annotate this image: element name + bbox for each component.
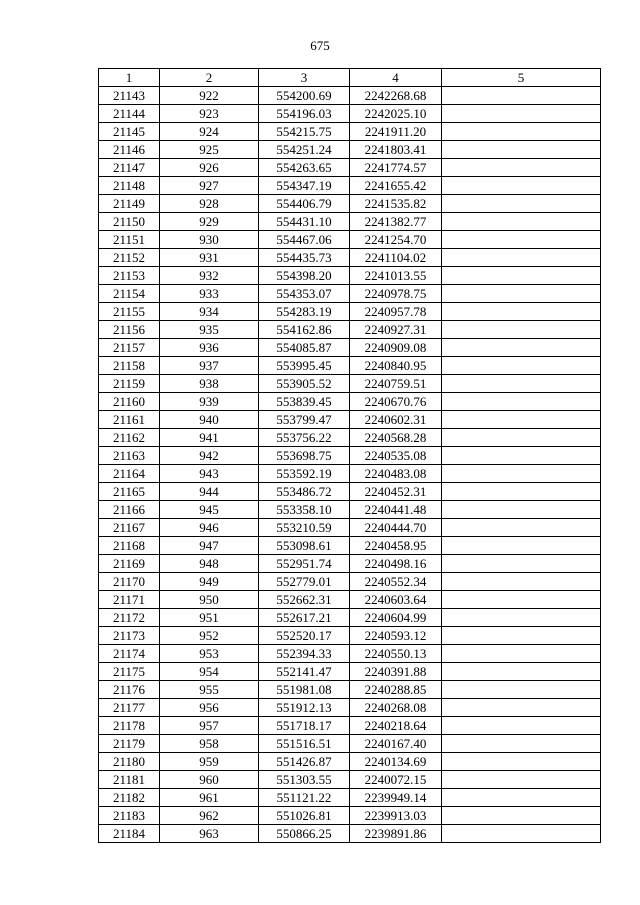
table-cell: 21172 bbox=[99, 609, 160, 627]
table-row bbox=[99, 429, 601, 447]
table-cell: 923 bbox=[160, 105, 259, 123]
table-cell: 929 bbox=[160, 213, 259, 231]
table-cell: 554196.03 bbox=[259, 105, 350, 123]
table-cell: 2240759.51 bbox=[350, 375, 442, 393]
table-cell: 2240441.48 bbox=[350, 501, 442, 519]
table-cell: 2241535.82 bbox=[350, 195, 442, 213]
table-cell bbox=[442, 177, 601, 195]
table-cell bbox=[442, 411, 601, 429]
table-cell: 2240498.16 bbox=[350, 555, 442, 573]
table-cell bbox=[442, 735, 601, 753]
table-cell bbox=[442, 267, 601, 285]
table-cell: 925 bbox=[160, 141, 259, 159]
table-cell: 21179 bbox=[99, 735, 160, 753]
table-cell: 2240957.78 bbox=[350, 303, 442, 321]
table-cell bbox=[442, 501, 601, 519]
table-cell: 2240218.64 bbox=[350, 717, 442, 735]
table-cell: 21167 bbox=[99, 519, 160, 537]
table-row bbox=[99, 411, 601, 429]
table-cell: 2241911.20 bbox=[350, 123, 442, 141]
table-cell: 21168 bbox=[99, 537, 160, 555]
table-cell: 553756.22 bbox=[259, 429, 350, 447]
table-cell bbox=[442, 87, 601, 105]
table-cell: 553839.45 bbox=[259, 393, 350, 411]
table-cell: 554263.65 bbox=[259, 159, 350, 177]
table-cell: 21183 bbox=[99, 807, 160, 825]
table-cell bbox=[442, 807, 601, 825]
table-cell: 21160 bbox=[99, 393, 160, 411]
table-row bbox=[99, 501, 601, 519]
table-cell bbox=[442, 771, 601, 789]
table-cell: 2239913.03 bbox=[350, 807, 442, 825]
table-cell: 2241655.42 bbox=[350, 177, 442, 195]
table-cell: 552394.33 bbox=[259, 645, 350, 663]
table-cell bbox=[442, 321, 601, 339]
table-cell: 2240391.88 bbox=[350, 663, 442, 681]
table-cell: 2240458.95 bbox=[350, 537, 442, 555]
table-cell: 21181 bbox=[99, 771, 160, 789]
table-cell: 2240603.64 bbox=[350, 591, 442, 609]
table-cell: 21144 bbox=[99, 105, 160, 123]
table-cell: 21173 bbox=[99, 627, 160, 645]
table-cell: 552141.47 bbox=[259, 663, 350, 681]
table-cell: 554162.86 bbox=[259, 321, 350, 339]
table-cell: 21143 bbox=[99, 87, 160, 105]
table-cell: 2240909.08 bbox=[350, 339, 442, 357]
table-cell: 2240535.08 bbox=[350, 447, 442, 465]
table-cell: 2239891.86 bbox=[350, 825, 442, 843]
table-cell: 2239949.14 bbox=[350, 789, 442, 807]
table-cell: 553358.10 bbox=[259, 501, 350, 519]
table-cell: 958 bbox=[160, 735, 259, 753]
table-cell: 2240072.15 bbox=[350, 771, 442, 789]
table-cell: 21145 bbox=[99, 123, 160, 141]
table-row bbox=[99, 519, 601, 537]
table-cell: 21169 bbox=[99, 555, 160, 573]
table-row bbox=[99, 267, 601, 285]
table-row bbox=[99, 303, 601, 321]
table-row bbox=[99, 735, 601, 753]
table-row bbox=[99, 807, 601, 825]
table-cell: 2241774.57 bbox=[350, 159, 442, 177]
table-cell bbox=[442, 717, 601, 735]
table-cell: 926 bbox=[160, 159, 259, 177]
table-cell bbox=[442, 609, 601, 627]
table-cell: 924 bbox=[160, 123, 259, 141]
table-cell: 553799.47 bbox=[259, 411, 350, 429]
table-row bbox=[99, 321, 601, 339]
table-cell: 21155 bbox=[99, 303, 160, 321]
table-row bbox=[99, 447, 601, 465]
table-cell: 945 bbox=[160, 501, 259, 519]
table-cell: 949 bbox=[160, 573, 259, 591]
coordinates-table bbox=[98, 68, 601, 843]
table-row bbox=[99, 375, 601, 393]
table-cell: 2240134.69 bbox=[350, 753, 442, 771]
table-cell bbox=[442, 483, 601, 501]
table-cell: 21180 bbox=[99, 753, 160, 771]
table-cell: 551718.17 bbox=[259, 717, 350, 735]
table-cell: 2240670.76 bbox=[350, 393, 442, 411]
table-cell bbox=[442, 663, 601, 681]
table-row bbox=[99, 789, 601, 807]
table-cell: 553905.52 bbox=[259, 375, 350, 393]
table-cell bbox=[442, 699, 601, 717]
table-cell: 21184 bbox=[99, 825, 160, 843]
table-cell: 551121.22 bbox=[259, 789, 350, 807]
table-cell bbox=[442, 141, 601, 159]
table-cell: 932 bbox=[160, 267, 259, 285]
table-cell bbox=[442, 159, 601, 177]
table-cell: 931 bbox=[160, 249, 259, 267]
column-header: 4 bbox=[350, 69, 442, 87]
table-cell: 951 bbox=[160, 609, 259, 627]
table-row bbox=[99, 87, 601, 105]
table-row bbox=[99, 285, 601, 303]
table-cell: 21165 bbox=[99, 483, 160, 501]
table-cell: 2241382.77 bbox=[350, 213, 442, 231]
table-cell: 941 bbox=[160, 429, 259, 447]
table-cell bbox=[442, 303, 601, 321]
table-cell: 2240568.28 bbox=[350, 429, 442, 447]
table-row bbox=[99, 213, 601, 231]
table-row bbox=[99, 753, 601, 771]
table-cell: 961 bbox=[160, 789, 259, 807]
table-cell bbox=[442, 195, 601, 213]
table-cell: 963 bbox=[160, 825, 259, 843]
table-cell: 2240552.34 bbox=[350, 573, 442, 591]
table-row bbox=[99, 483, 601, 501]
table-cell: 2240288.85 bbox=[350, 681, 442, 699]
table-cell: 21154 bbox=[99, 285, 160, 303]
table-cell: 554406.79 bbox=[259, 195, 350, 213]
table-cell: 947 bbox=[160, 537, 259, 555]
table-cell: 554085.87 bbox=[259, 339, 350, 357]
table-cell: 21147 bbox=[99, 159, 160, 177]
table-cell: 553698.75 bbox=[259, 447, 350, 465]
table-cell: 942 bbox=[160, 447, 259, 465]
table-cell: 553098.61 bbox=[259, 537, 350, 555]
table-cell: 21170 bbox=[99, 573, 160, 591]
table-body bbox=[99, 87, 601, 843]
table-cell: 927 bbox=[160, 177, 259, 195]
table-row bbox=[99, 141, 601, 159]
table-row bbox=[99, 627, 601, 645]
table-cell: 957 bbox=[160, 717, 259, 735]
table-cell: 959 bbox=[160, 753, 259, 771]
table-cell: 922 bbox=[160, 87, 259, 105]
table-cell: 2240840.95 bbox=[350, 357, 442, 375]
table-cell: 2242268.68 bbox=[350, 87, 442, 105]
table-row bbox=[99, 249, 601, 267]
table-cell: 554398.20 bbox=[259, 267, 350, 285]
table-cell: 21161 bbox=[99, 411, 160, 429]
table-row bbox=[99, 663, 601, 681]
column-header: 1 bbox=[99, 69, 160, 87]
table-cell: 948 bbox=[160, 555, 259, 573]
table-header-row bbox=[99, 69, 601, 87]
table-cell: 21171 bbox=[99, 591, 160, 609]
page-number: 675 bbox=[310, 38, 330, 53]
table-cell bbox=[442, 537, 601, 555]
table-cell: 930 bbox=[160, 231, 259, 249]
table-cell: 928 bbox=[160, 195, 259, 213]
table-row bbox=[99, 717, 601, 735]
table-row bbox=[99, 465, 601, 483]
table-cell bbox=[442, 249, 601, 267]
table-cell: 21164 bbox=[99, 465, 160, 483]
table-cell: 553995.45 bbox=[259, 357, 350, 375]
table-cell: 21153 bbox=[99, 267, 160, 285]
table-cell: 937 bbox=[160, 357, 259, 375]
table-cell: 552617.21 bbox=[259, 609, 350, 627]
table-cell: 933 bbox=[160, 285, 259, 303]
table-row bbox=[99, 645, 601, 663]
table-cell: 2240978.75 bbox=[350, 285, 442, 303]
table-cell bbox=[442, 465, 601, 483]
table-cell bbox=[442, 105, 601, 123]
table-cell: 956 bbox=[160, 699, 259, 717]
table-cell bbox=[442, 447, 601, 465]
table-cell bbox=[442, 375, 601, 393]
table-row bbox=[99, 699, 601, 717]
table-row bbox=[99, 771, 601, 789]
table-cell: 21156 bbox=[99, 321, 160, 339]
table-row bbox=[99, 231, 601, 249]
table-cell: 551426.87 bbox=[259, 753, 350, 771]
table-cell: 2240268.08 bbox=[350, 699, 442, 717]
table-cell: 553592.19 bbox=[259, 465, 350, 483]
table-cell bbox=[442, 681, 601, 699]
column-header: 5 bbox=[442, 69, 601, 87]
table-cell: 554200.69 bbox=[259, 87, 350, 105]
table-cell: 2240167.40 bbox=[350, 735, 442, 753]
table-cell: 21151 bbox=[99, 231, 160, 249]
table-cell bbox=[442, 555, 601, 573]
table-cell: 554431.10 bbox=[259, 213, 350, 231]
table-cell: 554467.06 bbox=[259, 231, 350, 249]
table-cell: 2240452.31 bbox=[350, 483, 442, 501]
table-cell bbox=[442, 393, 601, 411]
table-cell: 954 bbox=[160, 663, 259, 681]
table-row bbox=[99, 123, 601, 141]
table-cell bbox=[442, 825, 601, 843]
table-cell: 21157 bbox=[99, 339, 160, 357]
table-cell: 21177 bbox=[99, 699, 160, 717]
table-row bbox=[99, 105, 601, 123]
table-cell: 550866.25 bbox=[259, 825, 350, 843]
table-cell bbox=[442, 123, 601, 141]
table-cell: 554215.75 bbox=[259, 123, 350, 141]
table-cell: 939 bbox=[160, 393, 259, 411]
table-cell: 21149 bbox=[99, 195, 160, 213]
table-cell: 953 bbox=[160, 645, 259, 663]
table-cell: 934 bbox=[160, 303, 259, 321]
table-cell: 943 bbox=[160, 465, 259, 483]
table-cell: 2240602.31 bbox=[350, 411, 442, 429]
table-cell: 21182 bbox=[99, 789, 160, 807]
table-cell: 936 bbox=[160, 339, 259, 357]
table-cell: 950 bbox=[160, 591, 259, 609]
table-row bbox=[99, 339, 601, 357]
table-cell: 551026.81 bbox=[259, 807, 350, 825]
table-row bbox=[99, 393, 601, 411]
table-cell: 962 bbox=[160, 807, 259, 825]
table-cell: 554435.73 bbox=[259, 249, 350, 267]
table-cell: 552662.31 bbox=[259, 591, 350, 609]
table-cell: 2240550.13 bbox=[350, 645, 442, 663]
table-row bbox=[99, 825, 601, 843]
table-row bbox=[99, 573, 601, 591]
table-cell bbox=[442, 591, 601, 609]
table-cell: 21146 bbox=[99, 141, 160, 159]
table-cell: 554283.19 bbox=[259, 303, 350, 321]
table-cell: 551981.08 bbox=[259, 681, 350, 699]
table-row bbox=[99, 159, 601, 177]
table-cell: 21166 bbox=[99, 501, 160, 519]
table-cell: 935 bbox=[160, 321, 259, 339]
table-cell: 552520.17 bbox=[259, 627, 350, 645]
table-cell: 2242025.10 bbox=[350, 105, 442, 123]
table-cell: 955 bbox=[160, 681, 259, 699]
table-cell: 940 bbox=[160, 411, 259, 429]
table-cell: 21176 bbox=[99, 681, 160, 699]
table-cell: 551303.55 bbox=[259, 771, 350, 789]
table-cell: 551516.51 bbox=[259, 735, 350, 753]
table-cell: 21178 bbox=[99, 717, 160, 735]
table-cell: 554251.24 bbox=[259, 141, 350, 159]
column-header: 2 bbox=[160, 69, 259, 87]
table-cell: 21159 bbox=[99, 375, 160, 393]
table-cell bbox=[442, 285, 601, 303]
table-cell: 552951.74 bbox=[259, 555, 350, 573]
table-cell: 21148 bbox=[99, 177, 160, 195]
table-cell bbox=[442, 645, 601, 663]
table-cell bbox=[442, 789, 601, 807]
table-cell: 2241254.70 bbox=[350, 231, 442, 249]
table-cell: 21150 bbox=[99, 213, 160, 231]
table-cell bbox=[442, 213, 601, 231]
table-cell: 553486.72 bbox=[259, 483, 350, 501]
table-cell: 960 bbox=[160, 771, 259, 789]
table-cell: 553210.59 bbox=[259, 519, 350, 537]
table-cell: 946 bbox=[160, 519, 259, 537]
table-cell bbox=[442, 627, 601, 645]
table-cell: 2241104.02 bbox=[350, 249, 442, 267]
table-row bbox=[99, 537, 601, 555]
table-cell: 21162 bbox=[99, 429, 160, 447]
table-cell: 2240483.08 bbox=[350, 465, 442, 483]
table-cell: 21163 bbox=[99, 447, 160, 465]
table-cell bbox=[442, 357, 601, 375]
table-cell: 554347.19 bbox=[259, 177, 350, 195]
table-cell: 21152 bbox=[99, 249, 160, 267]
table-cell: 944 bbox=[160, 483, 259, 501]
table-cell: 2240444.70 bbox=[350, 519, 442, 537]
table-row bbox=[99, 195, 601, 213]
table-cell: 21174 bbox=[99, 645, 160, 663]
table-cell: 2241013.55 bbox=[350, 267, 442, 285]
table-cell bbox=[442, 519, 601, 537]
table-cell bbox=[442, 753, 601, 771]
table-cell: 952 bbox=[160, 627, 259, 645]
table-cell: 2240927.31 bbox=[350, 321, 442, 339]
table-row bbox=[99, 609, 601, 627]
table-cell: 552779.01 bbox=[259, 573, 350, 591]
table-cell: 2240593.12 bbox=[350, 627, 442, 645]
table-cell: 554353.07 bbox=[259, 285, 350, 303]
table-cell: 938 bbox=[160, 375, 259, 393]
table-cell bbox=[442, 573, 601, 591]
table-cell: 2240604.99 bbox=[350, 609, 442, 627]
table-cell bbox=[442, 339, 601, 357]
table-row bbox=[99, 591, 601, 609]
table-cell bbox=[442, 231, 601, 249]
table-row bbox=[99, 177, 601, 195]
table-row bbox=[99, 681, 601, 699]
table-cell: 2241803.41 bbox=[350, 141, 442, 159]
table-row bbox=[99, 555, 601, 573]
table-cell: 551912.13 bbox=[259, 699, 350, 717]
table-row bbox=[99, 357, 601, 375]
table-cell: 21158 bbox=[99, 357, 160, 375]
column-header: 3 bbox=[259, 69, 350, 87]
table-cell bbox=[442, 429, 601, 447]
table-cell: 21175 bbox=[99, 663, 160, 681]
